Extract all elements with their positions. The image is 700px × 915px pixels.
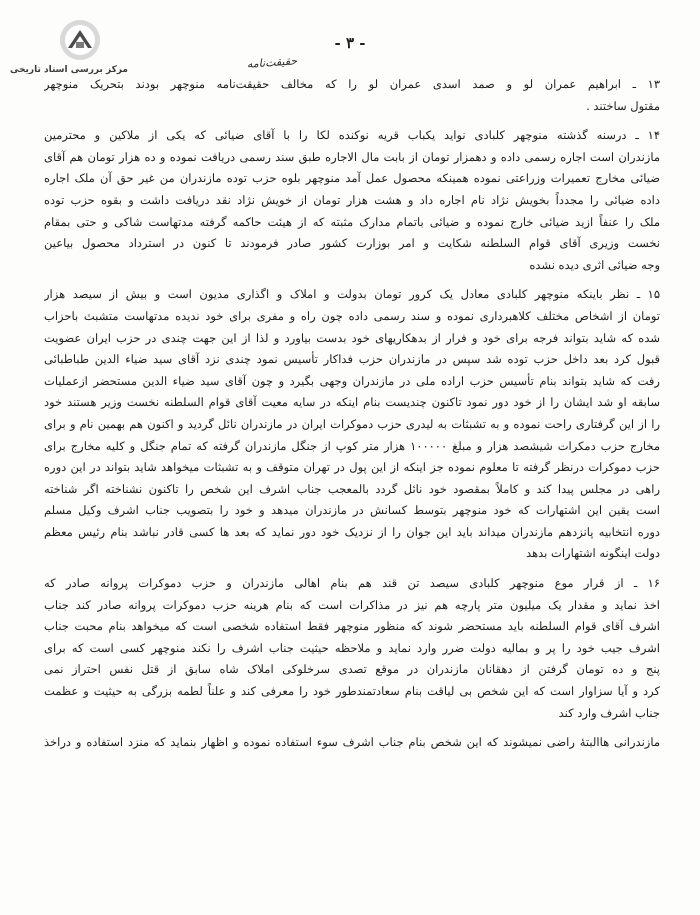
paragraph-13 (44, 74, 660, 117)
paragraph-closing (44, 732, 660, 754)
text-line: سابقه او شد ایشان را از خود دور نمود تاکنون چندیست بنام اینکه در سایه معیت آقای قوام السلطنه نخست وزیر هستند خود (44, 395, 660, 410)
page-number: - ۳ - (334, 34, 366, 52)
text-line: راهی در مجلس پیدا کند و کاملاً بمقصود خود نائل گردد بالمعجب جناب اشرف این شخص را تاکنون نشناخته اگر شناخته (44, 481, 660, 496)
text-line: داده ضیائی را مجدداً بخویش نژاد نام اجاره داد و هشت هزار تومان از خویش نژاد نقد دریافت داشت و بقوه حزب توده (44, 192, 660, 207)
text-line: قبول کرد بعد داخل حزب توده شد سپس در مازندران حزب فداکار تأسیس نمود چندی نزد آقای سید ضیاء الدین طباطبائی (44, 352, 660, 367)
text-line: مازندران است اجاره رسمی داده و دهمزار تومان از بابت مال الاجاره طبق سند رسمی دریافت نموده و ده هزار تومان هم آقای (44, 149, 660, 164)
paragraph-14 (44, 125, 660, 276)
text-line: حزب دموکرات درنظر گرفته تا معلوم نموده جز اینکه از این پول در تهران متوقف و به تشبثات میخواهد شاید بتواند در این دوره (44, 460, 660, 475)
archive-logo (9, 18, 128, 78)
archive-emblem-icon (58, 18, 102, 62)
text-line: ضیائی مخارج تعمیرات وزراعتی نموده همینکه محصول عمل آمد منوچهر بلوه حزب توده مازندران من غیر حق آن ملک اجاره (44, 171, 660, 186)
text-line: دوره انتخابیه پانزدهم مازندران میداند باید این جوان را از نزدیک خود دور نماید که بعد ها کسی قادر نباشد بنام رئیس معظم (44, 524, 660, 539)
text-line: ۱۳ ـ ابراهیم عمران لو و صمد اسدی عمران لو را که مخالف حقیقت‌نامه منوچهر بودند بتحریک منوچهر (44, 77, 660, 91)
text-line: دولت اینگونه اشتهارات بدهد (526, 546, 660, 561)
text-line: پنج و ده تومان گرفتن از دهقانان مازندران در موقع تصدی سرخلوکی املاک شاه سابق از قتل نفس احتراز نمی (44, 662, 660, 677)
text-line: نخست وزیری آقای قوام السلطنه شکایت و امر بوزارت کشور صادر فرمودند تا کنون در استرداد محصول بیاعین (44, 236, 660, 251)
text-line: شده که شاید بتواند فرجه برای خود و فرار از بدهکاریهای خود بدست بیاورد و لذا از این جهت چندی در حزب ایران عضویت (44, 330, 660, 345)
text-line: مخارج حزب دمکرات شیشصد هزار و مبلغ ۱۰۰۰۰۰ هزار متر کوپ از جنگل مازندران گرفته که تمام جنگل و کلیه مخارج برای (44, 438, 660, 453)
logo-caption: مرکز بررسی اسناد تاریخی (9, 65, 128, 75)
text-line: ۱۵ ـ نظر باینکه منوچهر کلبادی معادل یک کرور تومان بدولت و املاک و اگذاری مدیون است و بیش از سیصد هزار (44, 287, 660, 302)
paragraph-16 (44, 573, 660, 724)
text-line: اشرف جیب خود را پر و بمالیه دولت ضرر وارد نماید و ملاحظه حیثیت جناب اشرف را نکند منوچهر کسی است که برای (44, 640, 660, 655)
text-line: است یقین این اشتهارات که خود منوچهر بتوسط کسانش در مازندران میدهد و خود را بتصویب جناب اشرف وکیل مسلم (44, 503, 660, 518)
text-line: ۱۶ ـ از قرار موع منوچهر کلبادی سیصد تن قند هم بنام اهالی مازندران و حزب دموکرات پروانه صادر که (44, 576, 660, 591)
text-line: رفت که شاید بتواند بنام تأسیس حزب اراده ملی در مازندران وجهی بگیرد و چون آقای سید ضیاء الدین مستحضر ازعملیات (44, 373, 660, 388)
paragraph-15 (44, 284, 660, 565)
text-line: اشرف آقای قوام السلطنه باید مستحضر شوند که منظور منوچهر فقط استفاده شخصی است که میخواهد بنام محبت جناب (44, 619, 660, 634)
text-line: مقتول ساختند . (586, 98, 660, 113)
text-line: تومان از اشخاص مختلف کلاهبرداری نموده و سند رسمی داده چون راه و مفری برای خود ندیده مدتهاست متشبث باحزاب (44, 308, 660, 323)
text-line: را از این گرفتاری راحت نموده و به تشبثات به لیدری حزب دموکرات ایران در مازندران نائل گردید و اکنون هم بهمین نام و برای (44, 416, 660, 431)
handwritten-margin-note: حقیقت‌نامه (246, 54, 298, 71)
text-line: وجه ضیائی اثری دیده نشده (529, 257, 660, 272)
text-line: ۱۴ ـ درسنه گذشته منوچهر کلبادی نواید یکباب قریه نوکنده لکا را با آقای ضیائی که یکی از ملاکین و محترمین (44, 128, 660, 143)
text-line: کرد و آیا سزاوار است که این شخص بی لیاقت بنام سعادتمندطور خود را معرفی کند و علناً لطمه بزرگی به حیثیت و عظمت (44, 684, 660, 699)
text-line: ملک را عنفاً ازید ضیائی خارج نموده و ضیائی باتمام مدارک مثبته که از هیئت حاکمه گرفته مدتهاست شاکی و حتی بمقام (44, 214, 660, 229)
text-line: مازندرانی هاالبتهٔ راضی نمیشوند که این شخص بنام جناب اشرف سوء استفاده نموده و اظهار بنماید که منزد استفاده و دراخذ (44, 735, 660, 750)
text-line: جناب اشرف وارد کند (558, 705, 660, 720)
document-body (44, 74, 660, 754)
text-line: اخذ نماید و مقدار یک میلیون متر پارچه هم نیز در مذاکرات است که بنام هرینه حزب دموکرات پروانه صادر کند جناب (44, 597, 660, 612)
